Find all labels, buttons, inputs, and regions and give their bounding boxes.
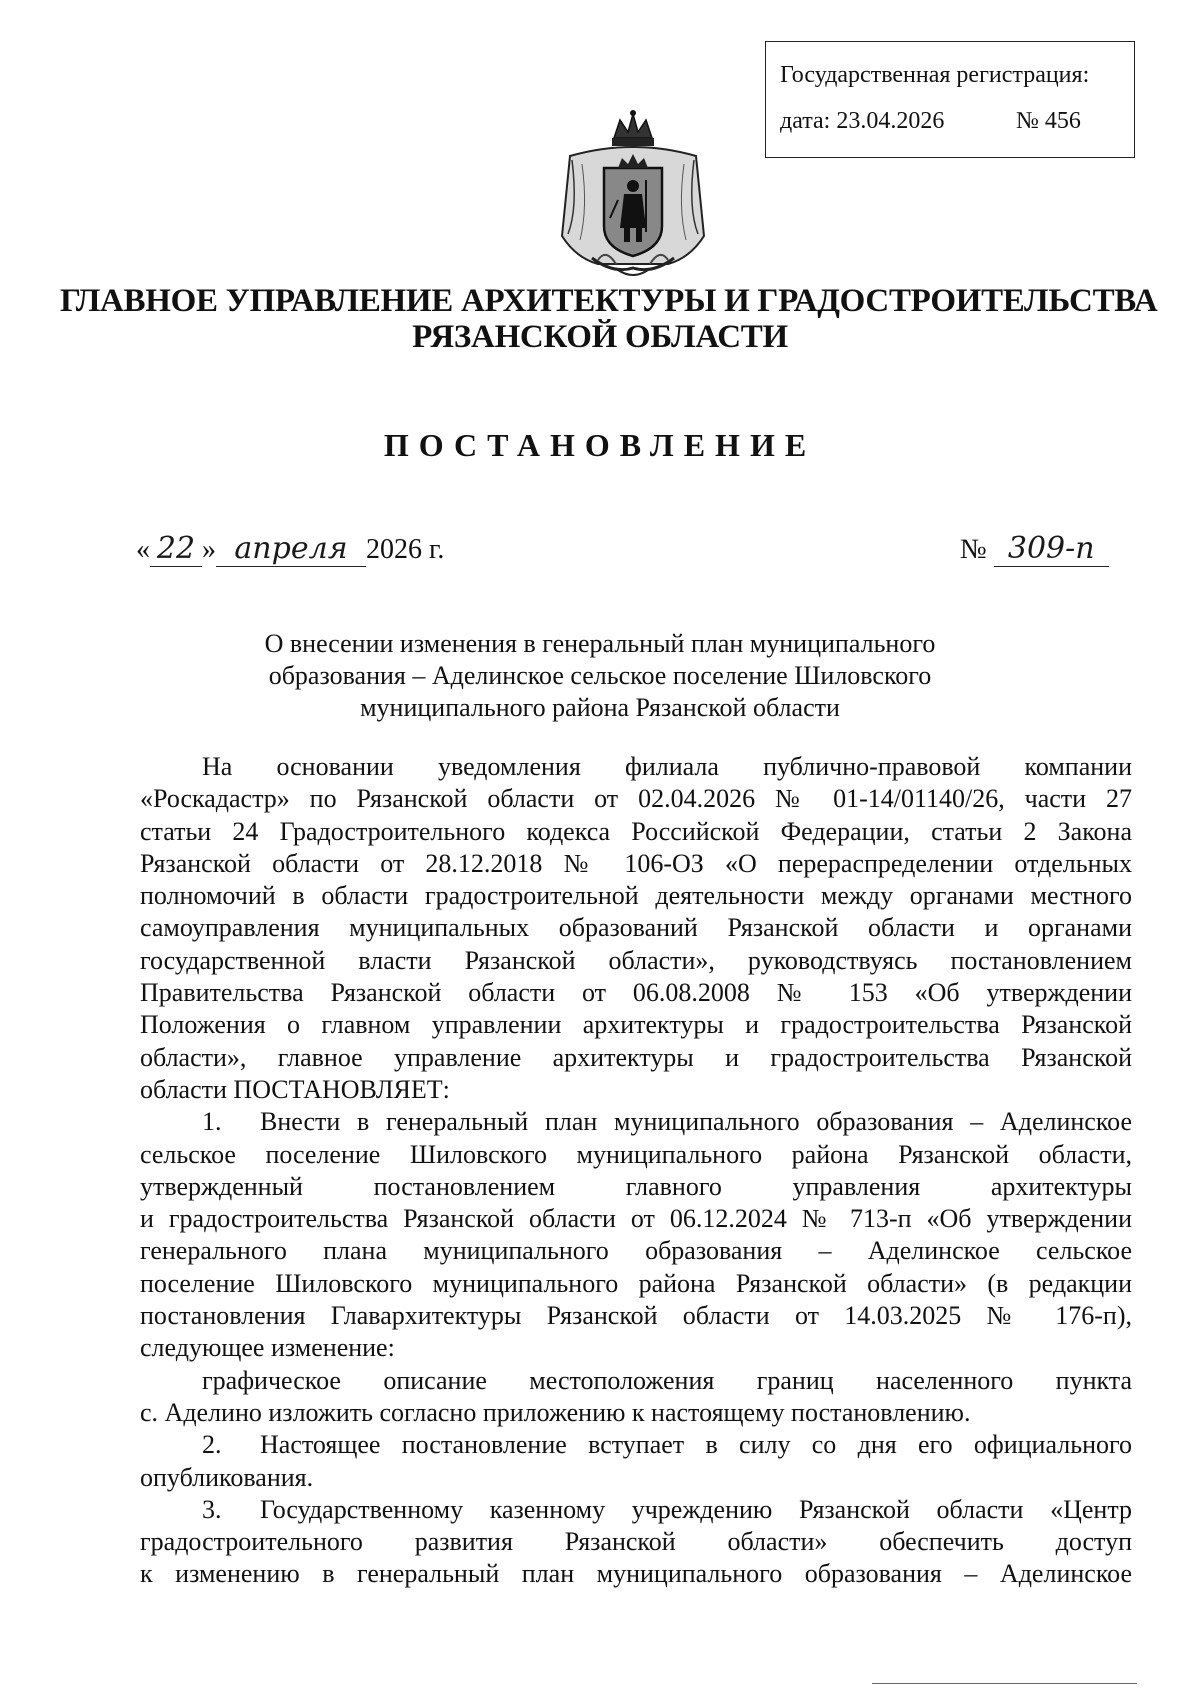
body-line	[140, 1494, 1132, 1526]
item-3	[140, 1494, 1132, 1591]
footer-divider	[872, 1683, 1137, 1684]
number-prefix: №	[960, 534, 987, 565]
item-text: Настоящее постановление вступает в силу со дня его официального	[260, 1430, 1132, 1460]
organization-region: РЯЗАНСКОЙ ОБЛАСТИ	[412, 319, 788, 355]
body-line: постановления Главархитектуры Рязанской области от 14.03.2025 № 176-п),	[140, 1301, 1132, 1331]
document-number	[960, 531, 1109, 567]
body-line: утвержденный постановлением главного управления архитектуры	[140, 1171, 1132, 1201]
document-subject	[200, 628, 1000, 724]
subject-line: О внесении изменения в генеральный план муниципального	[264, 629, 936, 658]
item-1	[140, 1106, 1132, 1429]
body-line: опубликования.	[140, 1462, 314, 1492]
organization-name: ГЛАВНОЕ УПРАВЛЕНИЕ АРХИТЕКТУРЫ И ГРАДОСТРОИТЕЛЬСТВА	[60, 283, 1158, 319]
registration-title: Государственная регистрация:	[780, 62, 1090, 88]
body-line: Положения о главном управлении архитектуры и градостроительства Рязанской	[140, 1010, 1132, 1040]
preamble-paragraph	[140, 751, 1132, 1106]
body-line: Рязанской области от 28.12.2018 № 106-ОЗ «О перераспределении отдельных	[140, 848, 1132, 878]
body-line: к изменению в генеральный план муниципального образования – Аделинское	[140, 1559, 1132, 1589]
body-line: «Роскадастр» по Рязанской области от 02.04.2026 № 01-14/01140/26, части 27	[140, 784, 1132, 814]
body-line	[140, 1106, 1132, 1138]
handwritten-number: 309-п	[994, 531, 1109, 567]
registration-date: дата: 23.04.2026	[780, 108, 945, 134]
body-line: области», главное управление архитектуры и градостроительства Рязанской	[140, 1042, 1132, 1072]
body-line: графическое описание местоположения границ населенного пункта	[202, 1365, 1132, 1395]
body-line: градостроительного развития Рязанской области» обеспечить доступ	[140, 1527, 1132, 1557]
body-line: сельское поселение Шиловского муниципального района Рязанской области,	[140, 1139, 1132, 1169]
body-line: На основании уведомления филиала публично-правовой компании	[202, 752, 1132, 781]
item-number: 2.	[202, 1430, 222, 1460]
body-line: государственной власти Рязанской области», руководствуясь постановлением	[140, 945, 1132, 975]
body-line: поселение Шиловского муниципального района Рязанской области» (в редакции	[140, 1268, 1132, 1298]
body-line: области ПОСТАНОВЛЯЕТ:	[140, 1074, 450, 1104]
handwritten-day: 22	[150, 531, 202, 567]
document-body	[140, 751, 1132, 1591]
body-line: полномочий в области градостроительной деятельности между органами местного	[140, 881, 1132, 911]
body-line: Правительства Рязанской области от 06.08.2008 № 153 «Об утверждении	[140, 978, 1132, 1008]
item-text: Государственному казенному учреждению Рязанской области «Центр	[260, 1494, 1132, 1524]
body-line: самоуправления муниципальных образований Рязанской области и органами	[140, 913, 1132, 943]
registration-stamp	[765, 41, 1135, 158]
date-year: 2026 г.	[366, 534, 445, 565]
item-text: Внести в генеральный план муниципального образования – Аделинское	[260, 1107, 1132, 1137]
document-date	[136, 531, 444, 567]
date-close-quote: »	[202, 534, 216, 565]
body-line	[140, 1429, 1132, 1461]
item-2	[140, 1429, 1132, 1494]
item-number: 3.	[202, 1494, 222, 1524]
item-number: 1.	[202, 1107, 222, 1137]
body-line: генерального плана муниципального образования – Аделинское сельское	[140, 1236, 1132, 1266]
body-line: с. Аделино изложить согласно приложению к настоящему постановлению.	[140, 1397, 971, 1427]
body-line: статьи 24 Градостроительного кодекса Российской Федерации, статьи 2 Закона	[140, 816, 1132, 846]
registration-number: № 456	[1016, 108, 1081, 134]
body-line: и градостроительства Рязанской области от 06.12.2024 № 713-п «Об утверждении	[140, 1204, 1132, 1234]
subject-line: образования – Аделинское сельское поселение Шиловского	[268, 661, 932, 690]
body-line: следующее изменение:	[140, 1333, 395, 1363]
document-type-title: ПОСТАНОВЛЕНИЕ	[383, 427, 817, 463]
subject-line: муниципального района Рязанской области	[360, 693, 840, 722]
date-open-quote: «	[136, 534, 150, 565]
ryazan-coat-of-arms-icon	[558, 108, 708, 280]
handwritten-month: апреля	[216, 531, 366, 567]
